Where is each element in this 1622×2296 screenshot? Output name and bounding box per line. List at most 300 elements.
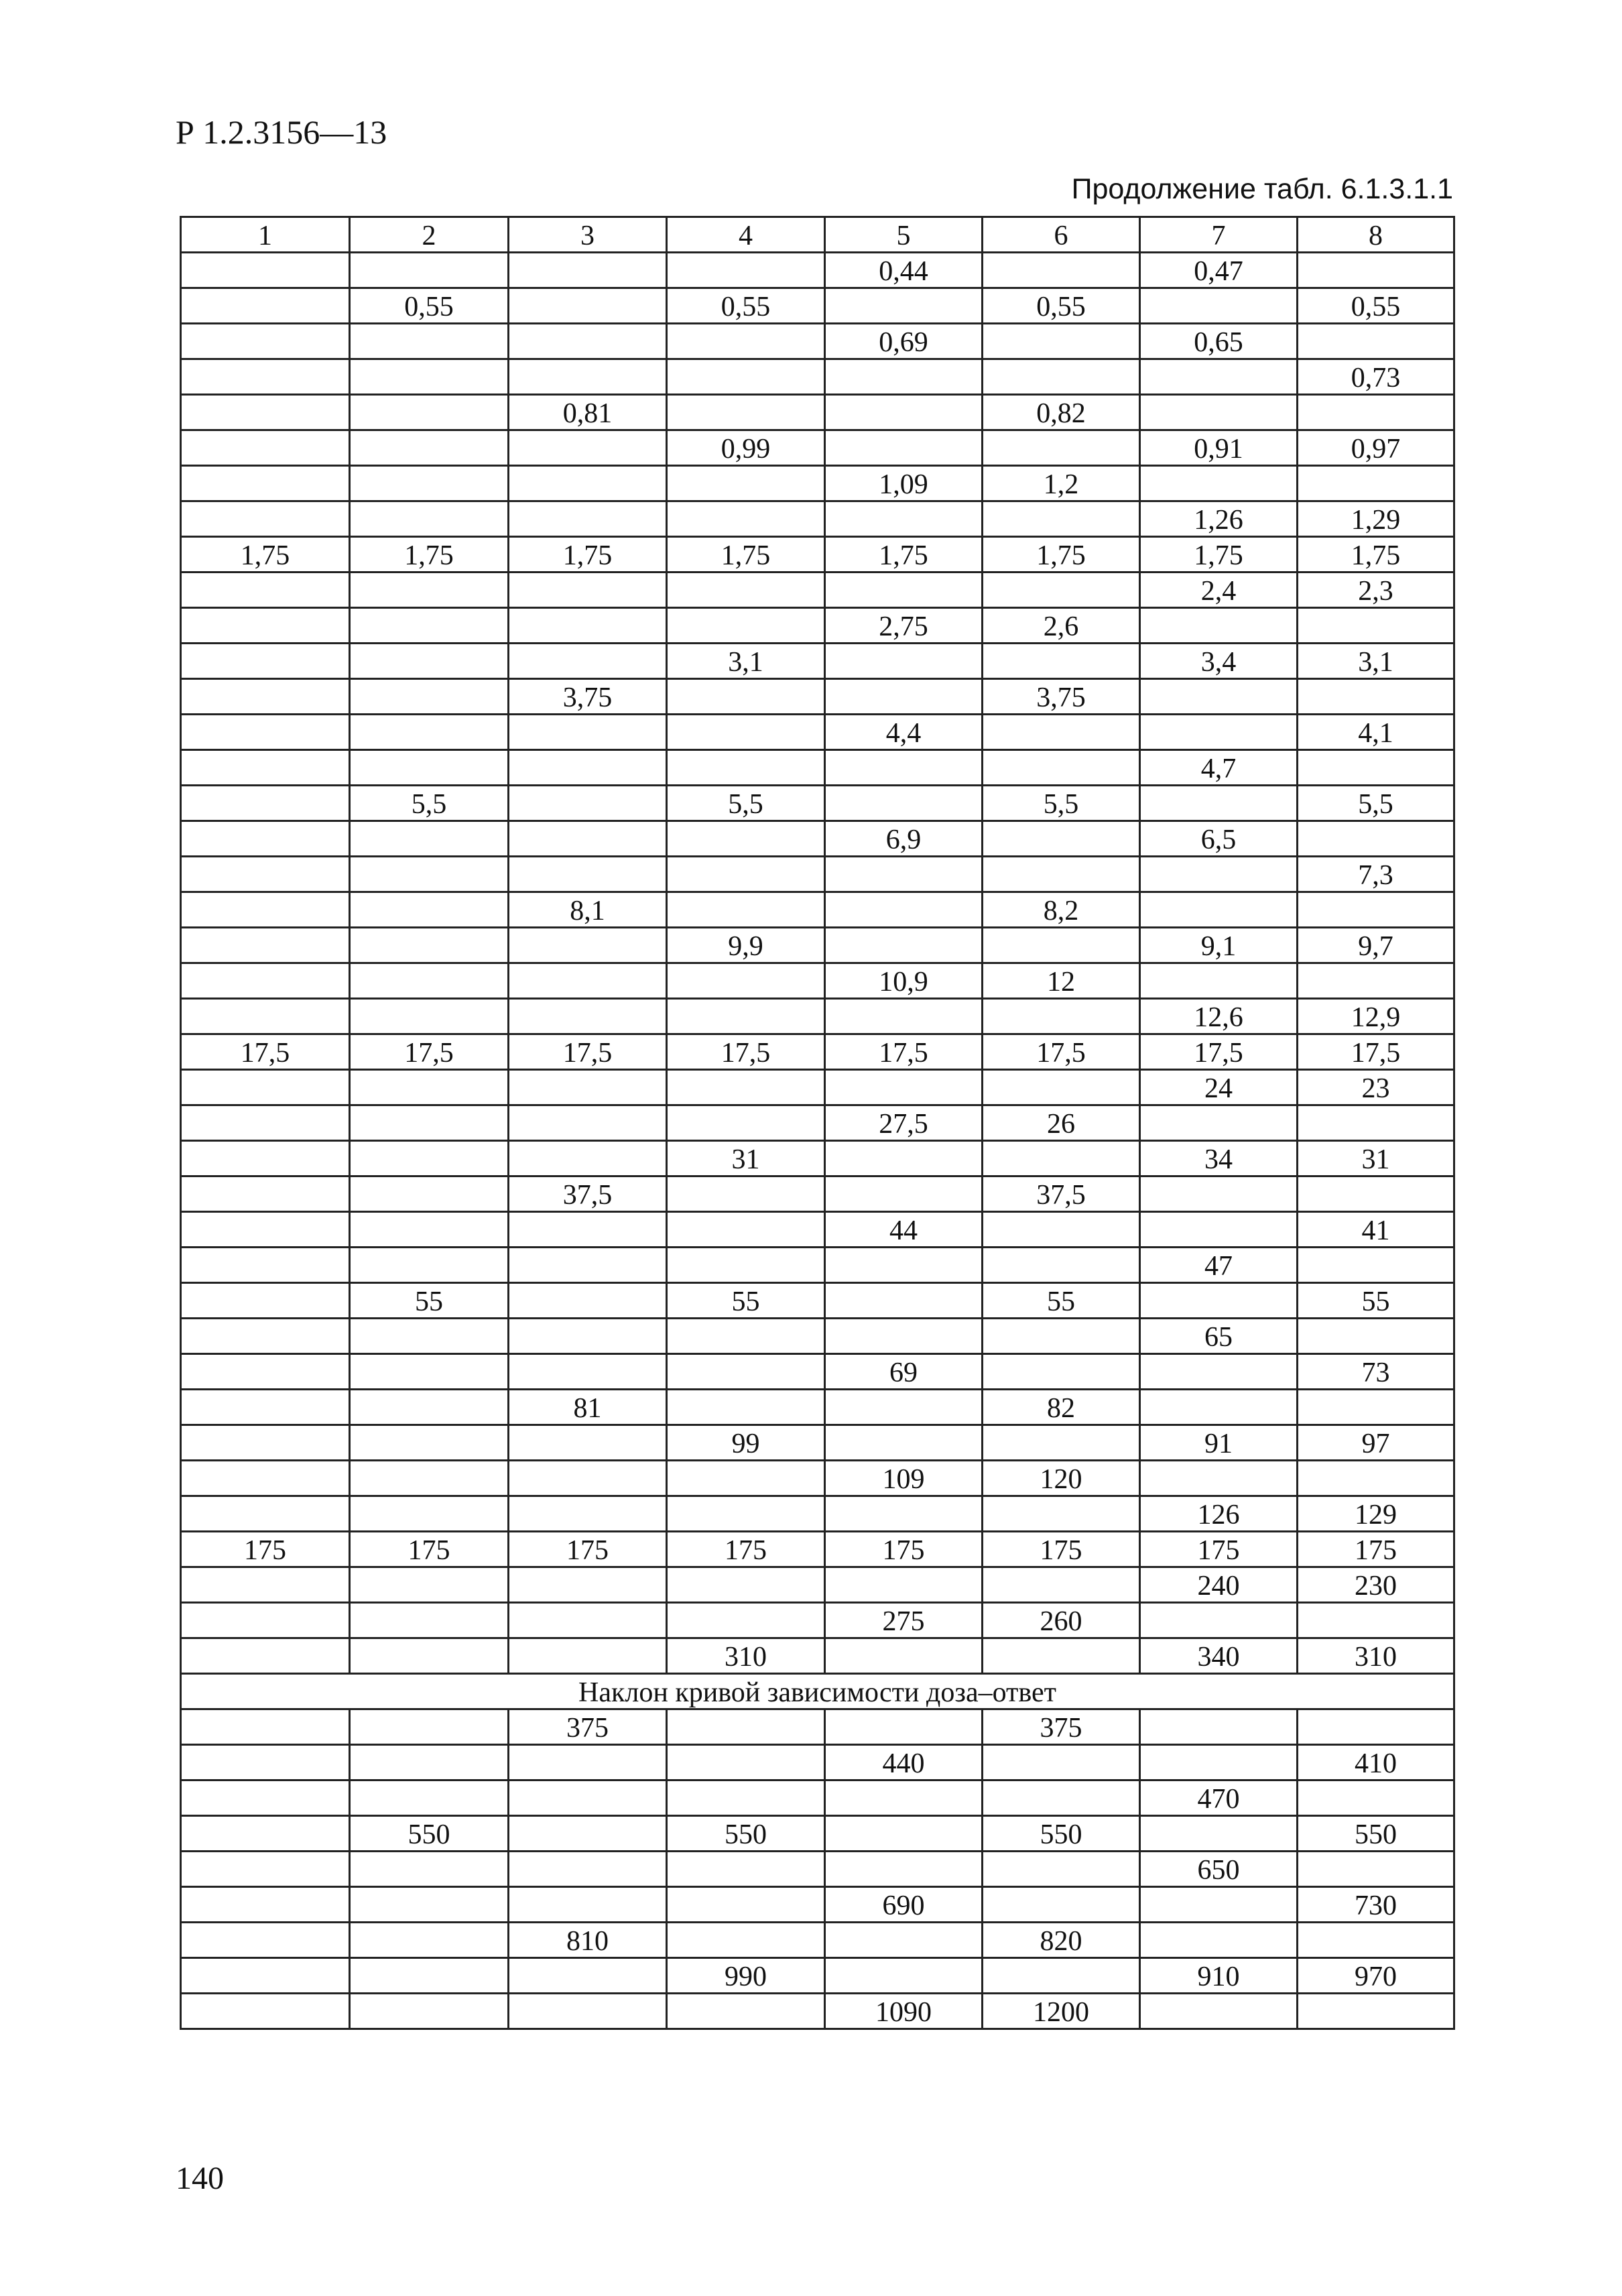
table-row <box>181 1994 1454 2029</box>
table-cell: 2,3 <box>1298 572 1454 608</box>
table-cell <box>350 963 509 999</box>
table-cell <box>983 1852 1140 1887</box>
table-cell <box>509 1496 667 1532</box>
table-row <box>181 1887 1454 1923</box>
table-cell <box>825 1070 983 1105</box>
table-cell: 0,44 <box>825 253 983 288</box>
table-row <box>181 1638 1454 1674</box>
table-cell <box>825 1567 983 1603</box>
table-cell: 4,1 <box>1298 715 1454 750</box>
table-cell: 0,47 <box>1140 253 1298 288</box>
table-cell <box>350 928 509 963</box>
table-cell <box>1298 1923 1454 1958</box>
table-cell: 69 <box>825 1354 983 1390</box>
table-cell <box>509 1852 667 1887</box>
table-cell <box>509 1248 667 1283</box>
table-cell: 23 <box>1298 1070 1454 1105</box>
table-cell <box>181 1496 350 1532</box>
table-cell <box>509 430 667 466</box>
table-cell <box>667 1603 825 1638</box>
table-cell <box>1140 1105 1298 1141</box>
section-row <box>181 1674 1454 1709</box>
table-cell: 1 <box>181 217 350 253</box>
table-cell <box>825 1283 983 1319</box>
table-cell <box>350 572 509 608</box>
table-cell <box>983 644 1140 679</box>
table-cell <box>181 786 350 821</box>
table-cell <box>350 1958 509 1994</box>
table-cell <box>509 1780 667 1816</box>
table-row <box>181 1248 1454 1283</box>
table-cell <box>825 501 983 537</box>
table-cell <box>825 1852 983 1887</box>
table-cell <box>509 1603 667 1638</box>
table-cell <box>350 395 509 430</box>
table-cell <box>983 1638 1140 1674</box>
table-cell <box>509 359 667 395</box>
table-cell <box>1140 1283 1298 1319</box>
table-cell <box>825 1958 983 1994</box>
table-row <box>181 1923 1454 1958</box>
table-row <box>181 1709 1454 1745</box>
table-cell: 0,55 <box>983 288 1140 324</box>
table-cell: 0,73 <box>1298 359 1454 395</box>
table-cell: 12,6 <box>1140 999 1298 1034</box>
table-cell <box>350 1248 509 1283</box>
table-cell <box>983 1745 1140 1780</box>
table-cell <box>1298 892 1454 928</box>
table-cell <box>509 288 667 324</box>
table-cell <box>1140 1745 1298 1780</box>
table-cell: 17,5 <box>825 1034 983 1070</box>
table-cell: 1090 <box>825 1994 983 2029</box>
table-cell <box>825 1176 983 1212</box>
table-cell <box>1140 1887 1298 1923</box>
table-cell <box>509 715 667 750</box>
table-cell <box>181 1745 350 1780</box>
table-cell: 910 <box>1140 1958 1298 1994</box>
table-cell: 3,4 <box>1140 644 1298 679</box>
table-cell <box>667 359 825 395</box>
table-cell <box>667 1390 825 1425</box>
table-cell: 175 <box>825 1532 983 1567</box>
table-row <box>181 715 1454 750</box>
table-cell <box>667 1852 825 1887</box>
table-row <box>181 999 1454 1034</box>
table-cell: 1,75 <box>825 537 983 572</box>
table-cell <box>350 750 509 786</box>
table-cell <box>1140 288 1298 324</box>
table-cell <box>1298 466 1454 501</box>
table-cell <box>825 572 983 608</box>
table-cell <box>181 1105 350 1141</box>
table-cell: 2,6 <box>983 608 1140 644</box>
table-cell: 820 <box>983 1923 1140 1958</box>
table-cell <box>983 1425 1140 1461</box>
table-cell <box>509 999 667 1034</box>
table-cell <box>667 715 825 750</box>
table-cell <box>350 1603 509 1638</box>
table-cell <box>509 644 667 679</box>
table-cell <box>825 1638 983 1674</box>
table-cell <box>350 608 509 644</box>
table-cell <box>350 1105 509 1141</box>
table-row <box>181 501 1454 537</box>
table-cell: 970 <box>1298 1958 1454 1994</box>
table-cell: 440 <box>825 1745 983 1780</box>
table-row <box>181 395 1454 430</box>
table-cell <box>181 395 350 430</box>
table-cell: 1,75 <box>350 537 509 572</box>
table-cell: 99 <box>667 1425 825 1461</box>
table-cell: 1,75 <box>1298 537 1454 572</box>
table-cell <box>181 572 350 608</box>
table-cell <box>181 359 350 395</box>
table-cell <box>350 1461 509 1496</box>
table-row <box>181 821 1454 857</box>
table-row <box>181 253 1454 288</box>
table-row <box>181 1745 1454 1780</box>
table-cell <box>181 1709 350 1745</box>
table-cell: 97 <box>1298 1425 1454 1461</box>
table-cell: 65 <box>1140 1319 1298 1354</box>
table-cell <box>350 1923 509 1958</box>
table-cell: 1200 <box>983 1994 1140 2029</box>
table-cell <box>181 1248 350 1283</box>
table-cell: 175 <box>350 1532 509 1567</box>
table-cell: 0,97 <box>1298 430 1454 466</box>
table-cell <box>350 430 509 466</box>
table-cell <box>825 359 983 395</box>
table-row <box>181 1425 1454 1461</box>
table-cell <box>667 679 825 715</box>
table-cell <box>350 1212 509 1248</box>
table-cell <box>181 1354 350 1390</box>
table-cell <box>1298 963 1454 999</box>
data-table <box>180 216 1455 2030</box>
table-row <box>181 466 1454 501</box>
table-cell <box>1140 608 1298 644</box>
table-cell <box>509 750 667 786</box>
table-cell <box>667 1070 825 1105</box>
table-cell <box>667 1923 825 1958</box>
table-cell <box>983 1354 1140 1390</box>
table-cell <box>181 1319 350 1354</box>
table-cell <box>350 253 509 288</box>
table-cell <box>825 1816 983 1852</box>
table-cell <box>1298 1603 1454 1638</box>
table-cell <box>181 1070 350 1105</box>
table-cell <box>181 1923 350 1958</box>
table-cell: 1,26 <box>1140 501 1298 537</box>
table-cell <box>350 679 509 715</box>
table-row <box>181 1603 1454 1638</box>
table-row <box>181 963 1454 999</box>
table-cell <box>350 644 509 679</box>
table-cell <box>181 288 350 324</box>
table-cell: 55 <box>1298 1283 1454 1319</box>
table-cell <box>983 1496 1140 1532</box>
table-cell <box>983 1070 1140 1105</box>
table-cell <box>509 1638 667 1674</box>
table-cell <box>825 1425 983 1461</box>
table-cell <box>181 999 350 1034</box>
table-cell <box>350 1141 509 1176</box>
table-cell <box>983 928 1140 963</box>
table-cell <box>825 1780 983 1816</box>
table-cell <box>983 1958 1140 1994</box>
table-cell <box>350 715 509 750</box>
table-cell <box>350 1567 509 1603</box>
table-cell <box>667 821 825 857</box>
table-cell <box>1140 1390 1298 1425</box>
table-cell: 1,75 <box>667 537 825 572</box>
table-cell <box>181 1283 350 1319</box>
table-cell: 275 <box>825 1603 983 1638</box>
table-row <box>181 892 1454 928</box>
table-cell <box>181 1461 350 1496</box>
table-cell: 1,75 <box>1140 537 1298 572</box>
table-cell <box>983 1887 1140 1923</box>
table-cell: 55 <box>983 1283 1140 1319</box>
table-cell <box>667 1248 825 1283</box>
table-cell <box>983 1567 1140 1603</box>
table-cell <box>1298 253 1454 288</box>
table-row <box>181 430 1454 466</box>
table-cell <box>983 999 1140 1034</box>
table-cell <box>983 501 1140 537</box>
table-cell <box>181 253 350 288</box>
table-cell: 0,65 <box>1140 324 1298 359</box>
table-caption: Продолжение табл. 6.1.3.1.1 <box>1071 173 1453 205</box>
table-cell <box>825 857 983 892</box>
table-cell <box>825 679 983 715</box>
table-cell <box>1298 395 1454 430</box>
table-cell <box>667 324 825 359</box>
table-cell: 6,5 <box>1140 821 1298 857</box>
table-cell: 260 <box>983 1603 1140 1638</box>
table-cell <box>181 1425 350 1461</box>
table-cell: 10,9 <box>825 963 983 999</box>
table-cell: 340 <box>1140 1638 1298 1674</box>
table-cell: 44 <box>825 1212 983 1248</box>
table-cell <box>1140 786 1298 821</box>
table-cell <box>181 1212 350 1248</box>
document-code: Р 1.2.3156—13 <box>176 113 387 151</box>
table-row <box>181 537 1454 572</box>
table-cell <box>1298 1994 1454 2029</box>
table-cell <box>509 857 667 892</box>
table-cell: 8 <box>1298 217 1454 253</box>
table-cell <box>509 572 667 608</box>
table-cell: 55 <box>667 1283 825 1319</box>
table-cell: 240 <box>1140 1567 1298 1603</box>
table-cell: 24 <box>1140 1070 1298 1105</box>
table-row <box>181 857 1454 892</box>
table-cell: 3 <box>509 217 667 253</box>
table-cell: 175 <box>1140 1532 1298 1567</box>
table-cell <box>509 1354 667 1390</box>
table-cell <box>181 1958 350 1994</box>
table-cell <box>667 1319 825 1354</box>
table-cell <box>1298 324 1454 359</box>
table-cell <box>983 821 1140 857</box>
table-cell: 730 <box>1298 1887 1454 1923</box>
table-cell <box>667 750 825 786</box>
table-row <box>181 1461 1454 1496</box>
table-row <box>181 1816 1454 1852</box>
table-cell <box>1140 1923 1298 1958</box>
table-cell: 17,5 <box>1140 1034 1298 1070</box>
table-cell <box>509 1141 667 1176</box>
table-cell: 17,5 <box>667 1034 825 1070</box>
table-cell <box>181 1816 350 1852</box>
table-cell <box>983 253 1140 288</box>
table-cell: 9,1 <box>1140 928 1298 963</box>
table-cell: 7,3 <box>1298 857 1454 892</box>
table-cell <box>350 1425 509 1461</box>
table-cell <box>667 501 825 537</box>
table-cell: 0,91 <box>1140 430 1298 466</box>
table-cell: 12,9 <box>1298 999 1454 1034</box>
table-cell <box>350 1496 509 1532</box>
table-cell: 55 <box>350 1283 509 1319</box>
table-cell <box>350 1319 509 1354</box>
section-title: Наклон кривой зависимости доза–ответ <box>181 1674 1454 1709</box>
table-cell: 4 <box>667 217 825 253</box>
table-cell: 73 <box>1298 1354 1454 1390</box>
table-cell: 230 <box>1298 1567 1454 1603</box>
table-cell <box>509 253 667 288</box>
table-cell <box>509 963 667 999</box>
table-cell <box>181 963 350 999</box>
table-cell: 0,55 <box>667 288 825 324</box>
table-row <box>181 1958 1454 1994</box>
table-cell: 91 <box>1140 1425 1298 1461</box>
table-cell <box>181 892 350 928</box>
table-cell: 4,4 <box>825 715 983 750</box>
table-cell <box>667 999 825 1034</box>
table-cell: 41 <box>1298 1212 1454 1248</box>
table-cell: 0,55 <box>1298 288 1454 324</box>
table-cell <box>825 1248 983 1283</box>
table-cell: 2,75 <box>825 608 983 644</box>
table-cell <box>350 857 509 892</box>
table-row <box>181 1852 1454 1887</box>
table-cell <box>181 324 350 359</box>
table-cell <box>1298 750 1454 786</box>
table-cell <box>667 395 825 430</box>
table-cell <box>983 1212 1140 1248</box>
table-cell <box>667 1461 825 1496</box>
table-cell: 650 <box>1140 1852 1298 1887</box>
table-cell <box>509 786 667 821</box>
table-cell: 81 <box>509 1390 667 1425</box>
table-row <box>181 1141 1454 1176</box>
table-cell <box>1298 1319 1454 1354</box>
table-cell <box>1140 857 1298 892</box>
table-cell: 5 <box>825 217 983 253</box>
table-cell: 126 <box>1140 1496 1298 1532</box>
table-cell: 5,5 <box>1298 786 1454 821</box>
table-cell <box>350 359 509 395</box>
table-cell: 12 <box>983 963 1140 999</box>
table-cell: 990 <box>667 1958 825 1994</box>
table-cell <box>667 1780 825 1816</box>
table-cell: 0,99 <box>667 430 825 466</box>
table-cell: 175 <box>983 1532 1140 1567</box>
table-cell <box>825 644 983 679</box>
table-cell: 1,75 <box>509 537 667 572</box>
table-cell <box>181 1603 350 1638</box>
table-cell <box>1140 1212 1298 1248</box>
table-cell <box>509 1283 667 1319</box>
table-cell <box>1140 395 1298 430</box>
table-row <box>181 288 1454 324</box>
table-cell <box>350 1709 509 1745</box>
table-cell <box>1140 1709 1298 1745</box>
table-cell: 82 <box>983 1390 1140 1425</box>
table-cell: 26 <box>983 1105 1140 1141</box>
table-cell <box>983 324 1140 359</box>
page-number: 140 <box>176 2161 224 2196</box>
table-cell: 0,55 <box>350 288 509 324</box>
table-row <box>181 359 1454 395</box>
table-cell <box>181 679 350 715</box>
table-cell <box>825 1319 983 1354</box>
table-cell <box>1298 1390 1454 1425</box>
table-cell: 410 <box>1298 1745 1454 1780</box>
table-cell: 31 <box>667 1141 825 1176</box>
table-cell <box>825 1390 983 1425</box>
table-cell <box>1140 679 1298 715</box>
table-cell <box>509 928 667 963</box>
table-cell <box>181 750 350 786</box>
table-cell: 0,81 <box>509 395 667 430</box>
table-cell <box>509 1816 667 1852</box>
table-cell <box>667 1745 825 1780</box>
table-cell <box>667 1994 825 2029</box>
table-cell <box>1140 1176 1298 1212</box>
table-cell <box>825 892 983 928</box>
table-cell <box>350 821 509 857</box>
table-cell: 17,5 <box>181 1034 350 1070</box>
table-cell: 6 <box>983 217 1140 253</box>
table-cell <box>983 430 1140 466</box>
table-cell <box>509 1461 667 1496</box>
table-cell: 4,7 <box>1140 750 1298 786</box>
table-cell <box>667 466 825 501</box>
table-cell <box>825 999 983 1034</box>
table-cell: 31 <box>1298 1141 1454 1176</box>
table-cell <box>181 501 350 537</box>
table-row <box>181 1105 1454 1141</box>
table-cell <box>350 892 509 928</box>
table-cell <box>181 466 350 501</box>
table-cell: 375 <box>509 1709 667 1745</box>
table-cell <box>509 1887 667 1923</box>
table-cell: 175 <box>1298 1532 1454 1567</box>
table-cell: 375 <box>983 1709 1140 1745</box>
table-cell: 120 <box>983 1461 1140 1496</box>
table-cell <box>509 324 667 359</box>
table-cell <box>1140 466 1298 501</box>
table-cell <box>509 1425 667 1461</box>
table-cell <box>181 430 350 466</box>
table-cell: 550 <box>1298 1816 1454 1852</box>
table-cell <box>1298 679 1454 715</box>
table-cell <box>1298 1105 1454 1141</box>
